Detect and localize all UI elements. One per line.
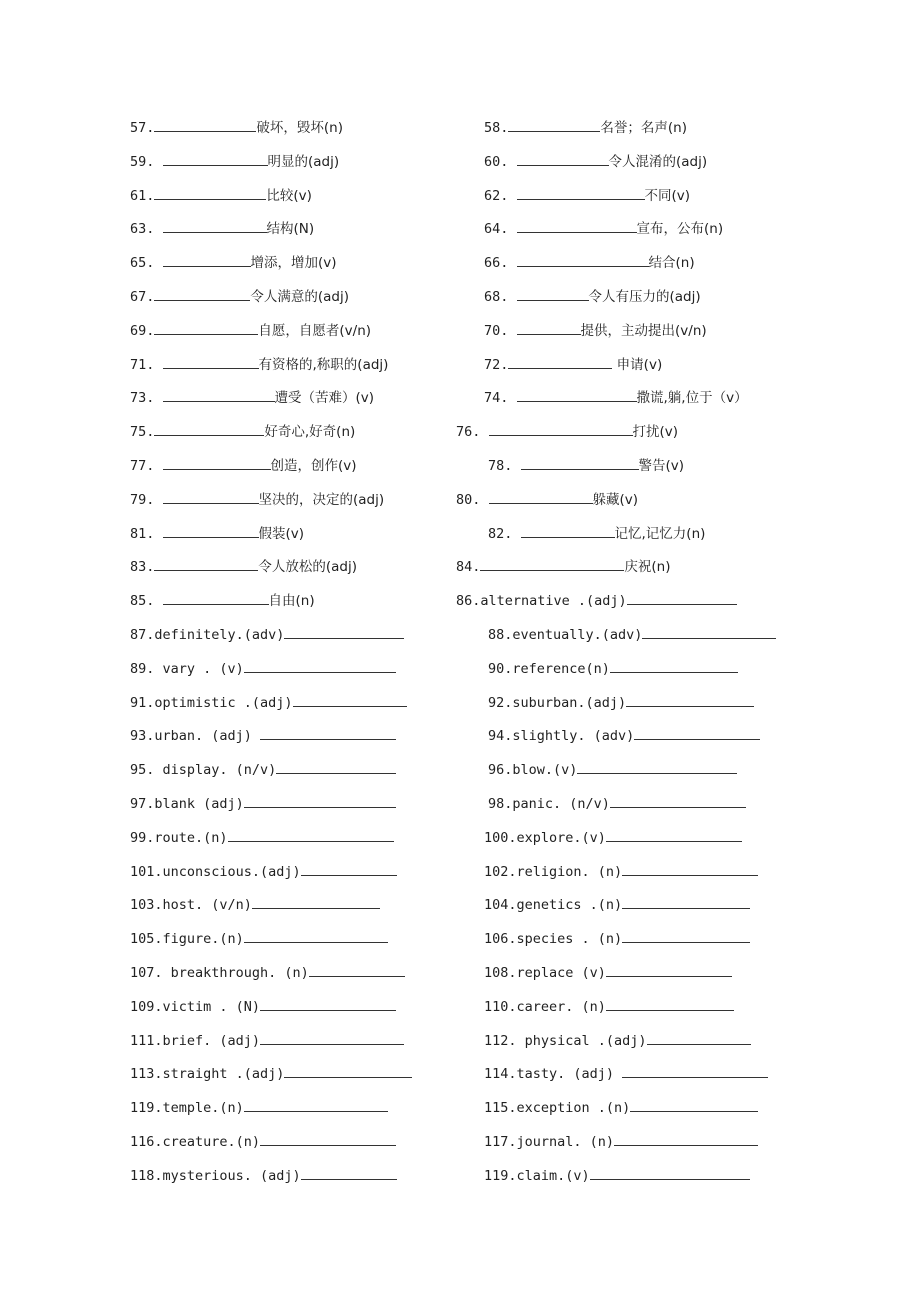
left-vocab-item xyxy=(130,388,374,408)
item-prompt: 104.genetics .(n) xyxy=(484,897,623,913)
item-prompt: 119.claim.(v) xyxy=(484,1168,590,1184)
item-prompt: 90.reference(n) xyxy=(488,661,610,677)
item-prompt: 79. xyxy=(130,492,163,508)
answer-blank[interactable] xyxy=(309,963,405,977)
answer-blank[interactable] xyxy=(260,1031,404,1045)
item-meaning: 令人混淆的(adj) xyxy=(608,154,708,170)
right-vocab-item xyxy=(456,591,737,611)
item-prompt: 82. xyxy=(488,526,521,542)
item-prompt: 58. xyxy=(484,120,509,136)
item-prompt: 99.route.(n) xyxy=(130,830,228,846)
right-vocab-item xyxy=(488,524,705,544)
right-vocab-item xyxy=(484,219,723,239)
answer-blank[interactable] xyxy=(647,1031,751,1045)
answer-blank[interactable] xyxy=(517,287,589,301)
item-prompt: 112. physical .(adj) xyxy=(484,1033,647,1049)
answer-blank[interactable] xyxy=(163,490,259,504)
item-meaning: 令人满意的(adj) xyxy=(250,289,350,305)
item-meaning: 比较(v) xyxy=(266,188,312,204)
left-vocab-item xyxy=(130,794,396,814)
item-prompt: 109.victim . (N) xyxy=(130,999,261,1015)
item-meaning: 明显的(adj) xyxy=(267,154,340,170)
item-prompt: 117.journal. (n) xyxy=(484,1134,615,1150)
answer-blank[interactable] xyxy=(260,1132,396,1146)
right-vocab-item xyxy=(484,186,690,206)
item-prompt: 60. xyxy=(484,154,517,170)
answer-blank[interactable] xyxy=(517,321,581,335)
left-vocab-item xyxy=(130,726,396,746)
left-vocab-item xyxy=(130,693,407,713)
item-meaning: 自愿，自愿者(v/n) xyxy=(258,323,372,339)
answer-blank[interactable] xyxy=(244,929,388,943)
answer-blank[interactable] xyxy=(590,1166,750,1180)
right-vocab-item xyxy=(456,490,638,510)
answer-blank[interactable] xyxy=(293,693,407,707)
answer-blank[interactable] xyxy=(517,253,649,267)
answer-blank[interactable] xyxy=(163,152,268,166)
item-meaning: 庆祝(n) xyxy=(624,559,671,575)
item-meaning: 提供，主动提出(v/n) xyxy=(580,323,707,339)
item-prompt: 76. xyxy=(456,424,489,440)
left-vocab-item xyxy=(130,355,388,375)
item-meaning: 假装(v) xyxy=(258,526,305,542)
item-prompt: 75. xyxy=(130,424,155,440)
answer-blank[interactable] xyxy=(163,524,259,538)
item-prompt: 111.brief. (adj) xyxy=(130,1033,261,1049)
answer-blank[interactable] xyxy=(614,1132,758,1146)
item-prompt: 95. display. (n/v) xyxy=(130,762,277,778)
answer-blank[interactable] xyxy=(489,490,593,504)
item-prompt: 83. xyxy=(130,559,155,575)
left-vocab-item xyxy=(130,997,396,1017)
item-meaning: 遭受（苦难）(v) xyxy=(274,390,375,406)
item-meaning: 令人放松的(adj) xyxy=(258,559,358,575)
right-vocab-item xyxy=(484,1132,758,1152)
right-vocab-item xyxy=(484,997,734,1017)
item-meaning: 有资格的,称职的(adj) xyxy=(258,357,389,373)
item-prompt: 98.panic. (n/v) xyxy=(488,796,610,812)
answer-blank[interactable] xyxy=(642,625,776,639)
item-meaning: 自由(n) xyxy=(268,593,315,609)
item-meaning: 不同(v) xyxy=(644,188,691,204)
right-vocab-item xyxy=(484,253,695,273)
item-prompt: 61. xyxy=(130,188,155,204)
item-prompt: 100.explore.(v) xyxy=(484,830,606,846)
answer-blank[interactable] xyxy=(154,287,250,301)
answer-blank[interactable] xyxy=(630,1098,758,1112)
item-meaning: 名誉；名声(n) xyxy=(600,120,687,136)
answer-blank[interactable] xyxy=(163,355,259,369)
item-prompt: 92.suburban.(adj) xyxy=(488,695,627,711)
item-prompt: 81. xyxy=(130,526,163,542)
right-vocab-item xyxy=(484,1098,758,1118)
item-prompt: 71. xyxy=(130,357,163,373)
left-vocab-item xyxy=(130,1132,396,1152)
item-prompt: 64. xyxy=(484,221,517,237)
item-prompt: 86.alternative .(adj) xyxy=(456,593,627,609)
item-prompt: 80. xyxy=(456,492,489,508)
answer-blank[interactable] xyxy=(622,862,758,876)
item-prompt: 57. xyxy=(130,120,155,136)
answer-blank[interactable] xyxy=(284,1064,412,1078)
item-prompt: 91.optimistic .(adj) xyxy=(130,695,293,711)
item-prompt: 77. xyxy=(130,458,163,474)
item-prompt: 70. xyxy=(484,323,517,339)
item-meaning: 结构(N) xyxy=(266,221,315,237)
answer-blank[interactable] xyxy=(163,591,269,605)
right-vocab-item xyxy=(456,557,670,577)
answer-blank[interactable] xyxy=(606,997,734,1011)
answer-blank[interactable] xyxy=(610,794,746,808)
right-vocab-item xyxy=(484,321,707,341)
right-vocab-item xyxy=(484,862,758,882)
answer-blank[interactable] xyxy=(517,152,609,166)
answer-blank[interactable] xyxy=(508,355,612,369)
left-vocab-item xyxy=(130,862,397,882)
left-vocab-item xyxy=(130,895,380,915)
right-vocab-item xyxy=(488,625,776,645)
item-prompt: 78. xyxy=(488,458,521,474)
right-vocab-item xyxy=(488,760,737,780)
left-vocab-item xyxy=(130,524,304,544)
right-vocab-item xyxy=(484,1166,750,1186)
item-prompt: 113.straight .(adj) xyxy=(130,1066,285,1082)
item-prompt: 63. xyxy=(130,221,163,237)
item-prompt: 74. xyxy=(484,390,517,406)
answer-blank[interactable] xyxy=(276,760,396,774)
answer-blank[interactable] xyxy=(154,557,258,571)
item-prompt: 102.religion. (n) xyxy=(484,864,623,880)
item-meaning: 令人有压力的(adj) xyxy=(588,289,701,305)
right-vocab-item xyxy=(488,659,738,679)
answer-blank[interactable] xyxy=(627,591,737,605)
right-vocab-item xyxy=(484,1031,751,1051)
item-prompt: 108.replace (v) xyxy=(484,965,606,981)
item-prompt: 118.mysterious. (adj) xyxy=(130,1168,301,1184)
answer-blank[interactable] xyxy=(163,456,271,470)
right-vocab-item xyxy=(484,287,701,307)
answer-blank[interactable] xyxy=(252,895,380,909)
item-prompt: 73. xyxy=(130,390,163,406)
answer-blank[interactable] xyxy=(228,828,394,842)
answer-blank[interactable] xyxy=(163,388,275,402)
item-meaning: 坚决的，决定的(adj) xyxy=(258,492,385,508)
answer-blank[interactable] xyxy=(244,1098,388,1112)
item-meaning: 宣布，公布(n) xyxy=(636,221,724,237)
answer-blank[interactable] xyxy=(577,760,737,774)
answer-blank[interactable] xyxy=(508,118,600,132)
left-vocab-item xyxy=(130,186,312,206)
item-prompt: 94.slightly. (adv) xyxy=(488,728,635,744)
item-meaning: 打扰(v) xyxy=(632,424,679,440)
answer-blank[interactable] xyxy=(480,557,624,571)
answer-blank[interactable] xyxy=(154,321,258,335)
left-vocab-item xyxy=(130,929,388,949)
answer-blank[interactable] xyxy=(154,422,264,436)
item-prompt: 119.temple.(n) xyxy=(130,1100,244,1116)
answer-blank[interactable] xyxy=(634,726,760,740)
item-prompt: 114.tasty. (adj) xyxy=(484,1066,623,1082)
right-vocab-item xyxy=(484,929,750,949)
item-meaning: 创造，创作(v) xyxy=(270,458,357,474)
answer-blank[interactable] xyxy=(154,186,266,200)
answer-blank[interactable] xyxy=(606,828,742,842)
left-vocab-item xyxy=(130,1098,388,1118)
right-vocab-item xyxy=(484,388,748,408)
item-prompt: 59. xyxy=(130,154,163,170)
item-prompt: 116.creature.(n) xyxy=(130,1134,261,1150)
answer-blank[interactable] xyxy=(301,1166,397,1180)
item-prompt: 85. xyxy=(130,593,163,609)
item-prompt: 68. xyxy=(484,289,517,305)
left-vocab-item xyxy=(130,557,357,577)
item-meaning: 撒谎,躺,位于（v） xyxy=(636,390,748,406)
right-vocab-item xyxy=(484,963,732,983)
item-prompt: 65. xyxy=(130,255,163,271)
left-vocab-item xyxy=(130,321,371,341)
item-prompt: 62. xyxy=(484,188,517,204)
answer-blank[interactable] xyxy=(163,253,251,267)
left-vocab-item xyxy=(130,456,357,476)
left-vocab-item xyxy=(130,118,343,138)
answer-blank[interactable] xyxy=(610,659,738,673)
left-vocab-item xyxy=(130,422,355,442)
item-meaning: 结合(n) xyxy=(648,255,695,271)
answer-blank[interactable] xyxy=(606,963,732,977)
left-vocab-item xyxy=(130,1031,404,1051)
item-meaning: 破坏，毁坏(n) xyxy=(256,120,343,136)
answer-blank[interactable] xyxy=(622,895,750,909)
answer-blank[interactable] xyxy=(517,388,637,402)
item-prompt: 66. xyxy=(484,255,517,271)
left-vocab-item xyxy=(130,963,405,983)
right-vocab-item xyxy=(484,895,750,915)
right-vocab-item xyxy=(484,828,742,848)
item-prompt: 88.eventually.(adv) xyxy=(488,627,643,643)
answer-blank[interactable] xyxy=(517,186,645,200)
right-vocab-item xyxy=(456,422,678,442)
left-vocab-item xyxy=(130,152,339,172)
item-prompt: 107. breakthrough. (n) xyxy=(130,965,309,981)
item-meaning: 躲藏(v) xyxy=(592,492,639,508)
answer-blank[interactable] xyxy=(284,625,404,639)
left-vocab-item xyxy=(130,828,394,848)
answer-blank[interactable] xyxy=(521,524,615,538)
item-prompt: 87.definitely.(adv) xyxy=(130,627,285,643)
left-vocab-item xyxy=(130,490,384,510)
item-prompt: 89. vary . (v) xyxy=(130,661,244,677)
item-prompt: 101.unconscious.(adj) xyxy=(130,864,301,880)
answer-blank[interactable] xyxy=(626,693,754,707)
item-prompt: 103.host. (v/n) xyxy=(130,897,252,913)
right-vocab-item xyxy=(484,355,662,375)
item-prompt: 97.blank (adj) xyxy=(130,796,244,812)
right-vocab-item xyxy=(488,794,746,814)
right-vocab-item xyxy=(488,693,754,713)
answer-blank[interactable] xyxy=(154,118,256,132)
item-prompt: 96.blow.(v) xyxy=(488,762,578,778)
item-prompt: 67. xyxy=(130,289,155,305)
right-vocab-item xyxy=(484,118,687,138)
answer-blank[interactable] xyxy=(521,456,639,470)
left-vocab-item xyxy=(130,253,337,273)
left-vocab-item xyxy=(130,760,396,780)
item-prompt: 72. xyxy=(484,357,509,373)
left-vocab-item xyxy=(130,659,396,679)
item-meaning: 记忆,记忆力(n) xyxy=(614,526,706,542)
item-prompt: 105.figure.(n) xyxy=(130,931,244,947)
item-meaning: 增添，增加(v) xyxy=(250,255,337,271)
item-prompt: 93.urban. (adj) xyxy=(130,728,261,744)
item-meaning: 警告(v) xyxy=(638,458,685,474)
item-prompt: 115.exception .(n) xyxy=(484,1100,631,1116)
answer-blank[interactable] xyxy=(260,997,396,1011)
left-vocab-item xyxy=(130,1064,412,1084)
right-vocab-item xyxy=(484,152,707,172)
item-meaning: 申请(v) xyxy=(612,357,663,373)
left-vocab-item xyxy=(130,219,314,239)
left-vocab-item xyxy=(130,591,315,611)
right-vocab-item xyxy=(488,456,684,476)
answer-blank[interactable] xyxy=(622,1064,768,1078)
left-vocab-item xyxy=(130,1166,397,1186)
right-vocab-item xyxy=(484,1064,768,1084)
answer-blank[interactable] xyxy=(260,726,396,740)
item-meaning: 好奇心,好奇(n) xyxy=(264,424,356,440)
answer-blank[interactable] xyxy=(517,219,637,233)
answer-blank[interactable] xyxy=(244,794,396,808)
right-vocab-item xyxy=(488,726,760,746)
left-vocab-item xyxy=(130,625,404,645)
answer-blank[interactable] xyxy=(163,219,267,233)
item-prompt: 110.career. (n) xyxy=(484,999,606,1015)
answer-blank[interactable] xyxy=(244,659,396,673)
item-prompt: 106.species . (n) xyxy=(484,931,623,947)
answer-blank[interactable] xyxy=(489,422,633,436)
left-vocab-item xyxy=(130,287,349,307)
item-prompt: 84. xyxy=(456,559,481,575)
answer-blank[interactable] xyxy=(622,929,750,943)
answer-blank[interactable] xyxy=(301,862,397,876)
item-prompt: 69. xyxy=(130,323,155,339)
